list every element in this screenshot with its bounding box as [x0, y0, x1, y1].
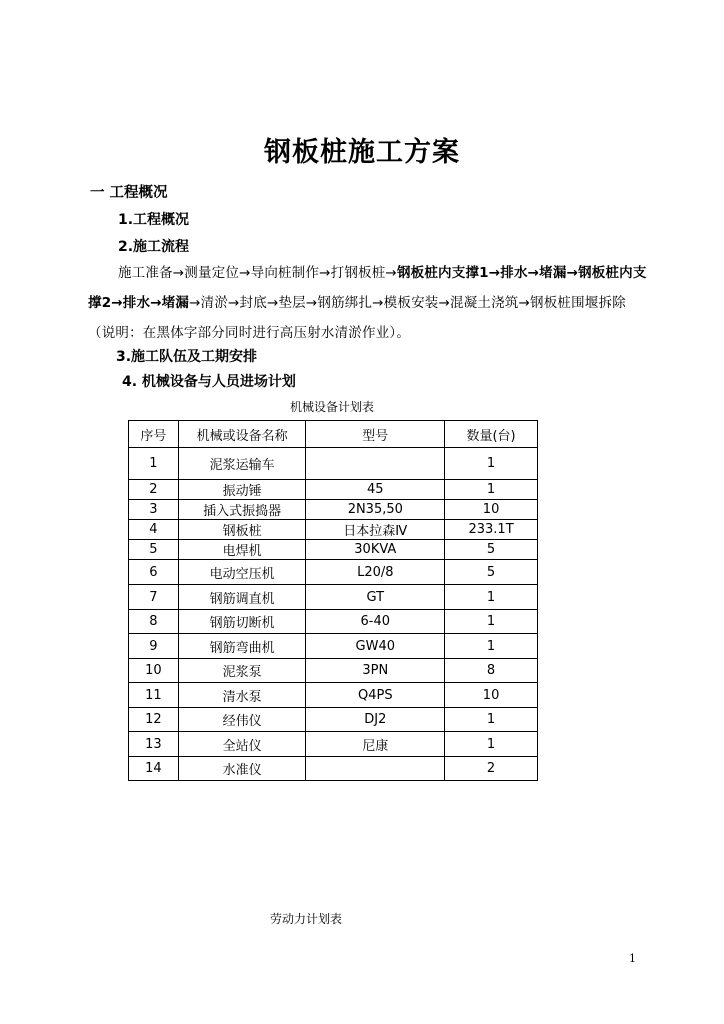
- table-cell: 钢板桩: [178, 520, 306, 540]
- table-row: [129, 560, 538, 585]
- table-cell: 2: [129, 480, 179, 500]
- table-cell: 233.1T: [445, 520, 538, 540]
- table-row: [129, 708, 538, 732]
- table-cell: 电动空压机: [178, 560, 306, 585]
- subheading-project-overview: 1.工程概况: [118, 212, 190, 228]
- table-cell: 钢筋切断机: [178, 610, 306, 634]
- table-cell: 水准仪: [178, 757, 306, 781]
- table-row: [129, 480, 538, 500]
- table-cell: 2N35,50: [306, 500, 445, 520]
- table-cell: 6: [129, 560, 179, 585]
- table-cell: 3PN: [306, 659, 445, 683]
- equipment-table-caption: 机械设备计划表: [290, 400, 375, 414]
- equipment-table: [128, 420, 538, 781]
- table-cell: 1: [129, 448, 179, 480]
- table-header-cell: 序号: [129, 421, 179, 448]
- table-cell: 1: [445, 732, 538, 757]
- subheading-equipment-plan: 4. 机械设备与人员进场计划: [122, 374, 296, 390]
- table-body: [129, 448, 538, 781]
- flow-segment: →清淤→封底→垫层→钢筋绑扎→模板安装→混凝土浇筑→钢板桩围堰拆除（说明：在黑体字部分同时进行高压射水清淤作业）。: [88, 295, 626, 341]
- table-cell: GW40: [306, 634, 445, 659]
- table-row: [129, 683, 538, 708]
- table-cell: 13: [129, 732, 179, 757]
- table-cell: Q4PS: [306, 683, 445, 708]
- subheading-construction-flow: 2.施工流程: [118, 239, 190, 255]
- table-cell: 经伟仪: [178, 708, 306, 732]
- table-cell: 6-40: [306, 610, 445, 634]
- table-cell: 1: [445, 448, 538, 480]
- table-cell: 尼康: [306, 732, 445, 757]
- flow-bold-segment: 钢板桩内支撑1→排水→堵漏→钢板桩内支撑2→排水→堵漏: [88, 265, 647, 311]
- table-cell: 45: [306, 480, 445, 500]
- table-cell: 泥浆运输车: [178, 448, 306, 480]
- table-cell: 5: [445, 540, 538, 560]
- subheading-team-schedule: 3.施工队伍及工期安排: [116, 349, 258, 365]
- table-cell: 日本拉森Ⅳ: [306, 520, 445, 540]
- table-cell: 清水泵: [178, 683, 306, 708]
- table-row: [129, 610, 538, 634]
- table-cell: 4: [129, 520, 179, 540]
- section-heading-overview: 一 工程概况: [90, 185, 168, 201]
- table-cell: 7: [129, 585, 179, 610]
- table-row: [129, 757, 538, 781]
- table-cell: 全站仪: [178, 732, 306, 757]
- table-header-row: [129, 421, 538, 448]
- table-cell: GT: [306, 585, 445, 610]
- table-cell: 1: [445, 634, 538, 659]
- table-cell: 12: [129, 708, 179, 732]
- table-cell: 11: [129, 683, 179, 708]
- table-row: [129, 634, 538, 659]
- table-cell: 钢筋调直机: [178, 585, 306, 610]
- table-row: [129, 732, 538, 757]
- table-cell: 10: [445, 683, 538, 708]
- table-cell: [306, 448, 445, 480]
- labor-table-caption: 劳动力计划表: [270, 912, 343, 926]
- table-cell: 1: [445, 610, 538, 634]
- table-cell: 电焊机: [178, 540, 306, 560]
- table-row: [129, 585, 538, 610]
- table-cell: 14: [129, 757, 179, 781]
- table-cell: 10: [445, 500, 538, 520]
- table-header-cell: 数量(台): [445, 421, 538, 448]
- table-header-cell: 型号: [306, 421, 445, 448]
- table-cell: 插入式振捣器: [178, 500, 306, 520]
- table-cell: 8: [129, 610, 179, 634]
- page-number: 1: [629, 952, 636, 965]
- table-cell: 振动锤: [178, 480, 306, 500]
- table-cell: 1: [445, 585, 538, 610]
- table-cell: DJ2: [306, 708, 445, 732]
- page-title: 钢板桩施工方案: [264, 137, 460, 168]
- table-cell: 1: [445, 480, 538, 500]
- flow-segment: 施工准备→测量定位→导向桩制作→打钢板桩→: [118, 265, 397, 281]
- table-cell: 钢筋弯曲机: [178, 634, 306, 659]
- table-cell: 泥浆泵: [178, 659, 306, 683]
- table-row: [129, 448, 538, 480]
- table-cell: 5: [129, 540, 179, 560]
- table-cell: 9: [129, 634, 179, 659]
- table-header-cell: 机械或设备名称: [178, 421, 306, 448]
- table-row: [129, 520, 538, 540]
- table-cell: [306, 757, 445, 781]
- table-cell: L20/8: [306, 560, 445, 585]
- table-cell: 1: [445, 708, 538, 732]
- table-cell: 3: [129, 500, 179, 520]
- table-cell: 10: [129, 659, 179, 683]
- table-cell: 5: [445, 560, 538, 585]
- table-row: [129, 500, 538, 520]
- table-cell: 2: [445, 757, 538, 781]
- table-row: [129, 540, 538, 560]
- table-row: [129, 659, 538, 683]
- table-cell: 30KVA: [306, 540, 445, 560]
- table-cell: 8: [445, 659, 538, 683]
- construction-flow-paragraph: [88, 258, 648, 348]
